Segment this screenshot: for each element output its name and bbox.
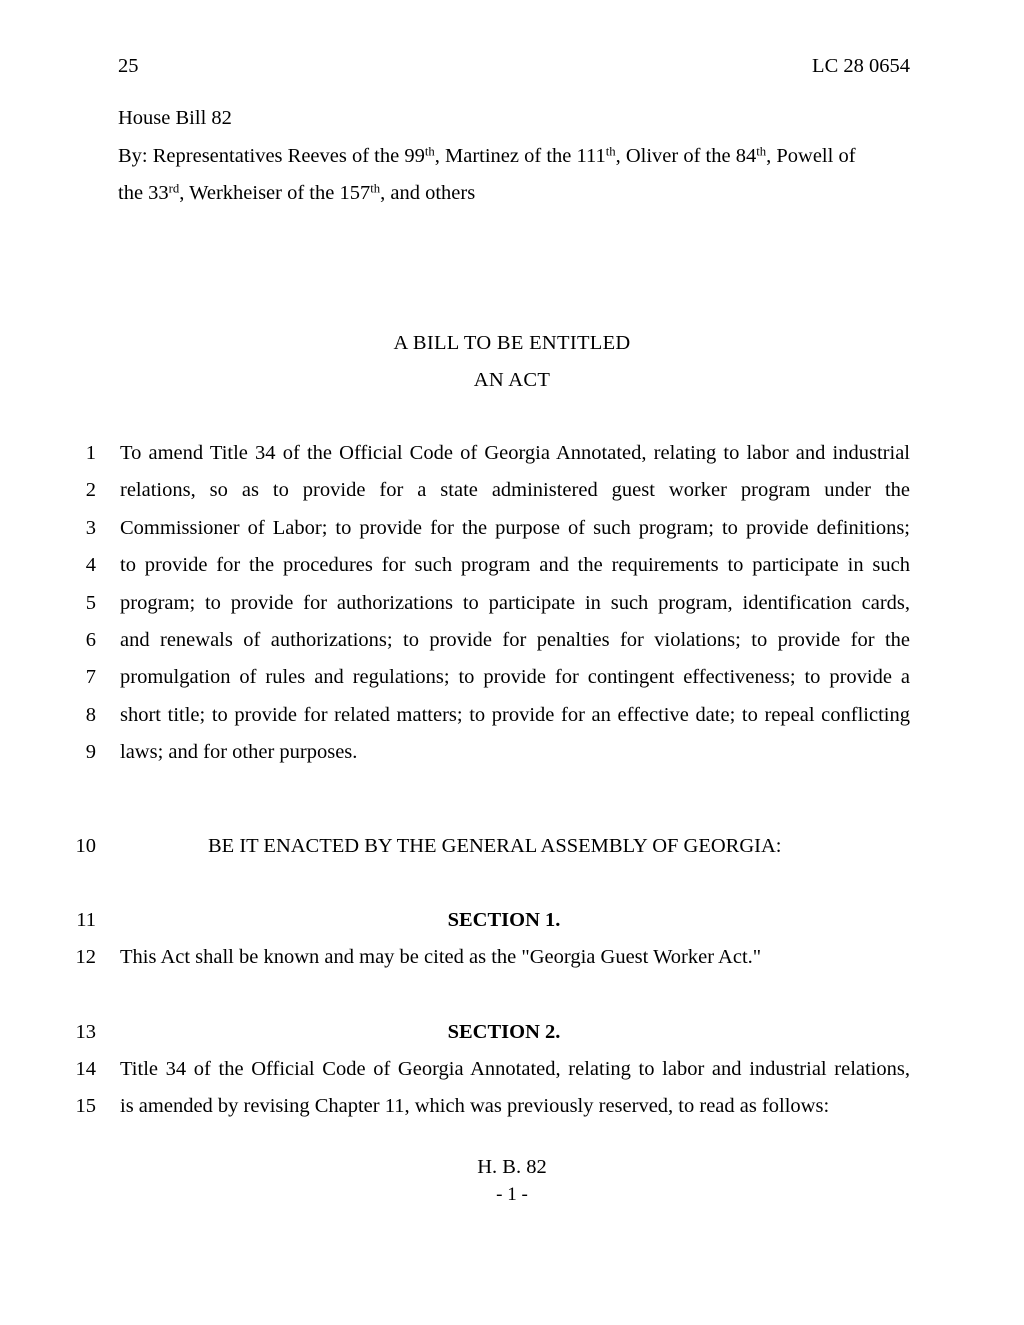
line-number: 11 — [76, 908, 96, 931]
ordinal-suffix-111th: th — [605, 143, 616, 158]
line-number: 5 — [85, 591, 96, 614]
bill-line — [0, 515, 1024, 552]
bill-heading-an-act: AN ACT — [473, 369, 551, 391]
sponsors2-segment-a: the 33 — [118, 182, 169, 204]
bill-heading-entitled: A BILL TO BE ENTITLED — [393, 332, 631, 354]
sponsors-line-1 — [118, 138, 910, 176]
line-number: 1 — [85, 442, 96, 464]
header-lc-number: LC 28 0654 — [812, 55, 910, 77]
bill-body — [0, 440, 1024, 1131]
bill-line — [0, 702, 1024, 739]
line-text: laws; and for other purposes. — [120, 741, 358, 764]
line-number: 12 — [75, 946, 96, 969]
bill-line — [0, 1093, 1024, 1130]
bill-line-section-heading — [0, 907, 1024, 944]
bill-line-section-heading — [0, 1019, 1024, 1056]
line-number: 8 — [85, 703, 96, 726]
paragraph-gap — [0, 777, 1024, 833]
line-text: relations, so as to provide for a state administered guest worker program under the — [120, 479, 910, 502]
paragraph-gap — [0, 870, 1024, 907]
line-text: Title 34 of the Official Code of Georgia Annotated, relating to labor and industrial relations, — [120, 1058, 910, 1081]
ordinal-suffix-99th: th — [424, 143, 435, 158]
bill-number: House Bill 82 — [118, 107, 232, 129]
line-text: BE IT ENACTED BY THE GENERAL ASSEMBLY OF GEORGIA: — [208, 834, 782, 857]
line-text: program; to provide for authorizations to participate in such program, identification cards, — [120, 591, 910, 614]
bill-line — [0, 664, 1024, 701]
line-text: is amended by revising Chapter 11, which was previously reserved, to read as follows: — [120, 1095, 830, 1118]
ordinal-suffix-33rd: rd — [168, 181, 180, 196]
sponsors-segment-a: By: Representatives Reeves of the 99 — [118, 144, 425, 167]
line-number: 2 — [85, 479, 96, 502]
bill-line — [0, 944, 1024, 981]
line-text: to provide for the procedures for such program and the requirements to participate in such — [120, 554, 910, 577]
line-text: short title; to provide for related matters; to provide for an effective date; to repeal conflicting — [120, 703, 910, 726]
line-text: This Act shall be known and may be cited as the "Georgia Guest Worker Act." — [120, 946, 762, 969]
header-session-number: 25 — [118, 55, 139, 77]
line-number: 3 — [85, 516, 96, 539]
line-text: and renewals of authorizations; to provide for penalties for violations; to provide for the — [120, 628, 910, 651]
section-heading: SECTION 1. — [447, 908, 561, 931]
bill-line — [0, 590, 1024, 627]
footer-page-number: - 1 - — [496, 1184, 528, 1205]
line-text: To amend Title 34 of the Official Code of Georgia Annotated, relating to labor and industrial — [120, 442, 910, 464]
bill-line-enacting-clause — [0, 833, 1024, 870]
sponsors-segment-d: , Powell of — [766, 144, 856, 167]
sponsors-segment-c: , Oliver of the 84 — [615, 144, 757, 167]
line-number: 9 — [85, 741, 96, 764]
sponsors-line-2 — [118, 175, 910, 213]
bill-line — [0, 440, 1024, 477]
bill-line — [0, 477, 1024, 514]
paragraph-gap — [0, 982, 1024, 1019]
ordinal-suffix-157th: th — [370, 181, 381, 196]
page-header — [118, 56, 910, 77]
line-number: 6 — [85, 628, 96, 651]
sponsors-segment-b: , Martinez of the 111 — [434, 144, 606, 167]
section-heading: SECTION 2. — [447, 1020, 561, 1043]
line-number: 7 — [85, 666, 96, 689]
sponsors2-segment-b: , Werkheiser of the 157 — [179, 182, 371, 204]
bill-line — [0, 627, 1024, 664]
line-number: 10 — [75, 834, 96, 857]
bill-title-block — [118, 100, 910, 213]
sponsors2-segment-c: , and others — [380, 182, 476, 204]
bill-line — [0, 1056, 1024, 1093]
line-number: 4 — [85, 554, 96, 577]
line-number: 15 — [75, 1095, 96, 1118]
line-text: promulgation of rules and regulations; to provide for contingent effectiveness; to provide a — [120, 666, 910, 689]
bill-line — [0, 552, 1024, 589]
line-text: Commissioner of Labor; to provide for the purpose of such program; to provide definitions; — [120, 516, 910, 539]
bill-line — [0, 739, 1024, 776]
footer-bill-label: H. B. 82 — [477, 1156, 547, 1178]
line-number: 14 — [75, 1058, 96, 1081]
ordinal-suffix-84th: th — [756, 143, 767, 158]
line-number: 13 — [75, 1020, 96, 1043]
